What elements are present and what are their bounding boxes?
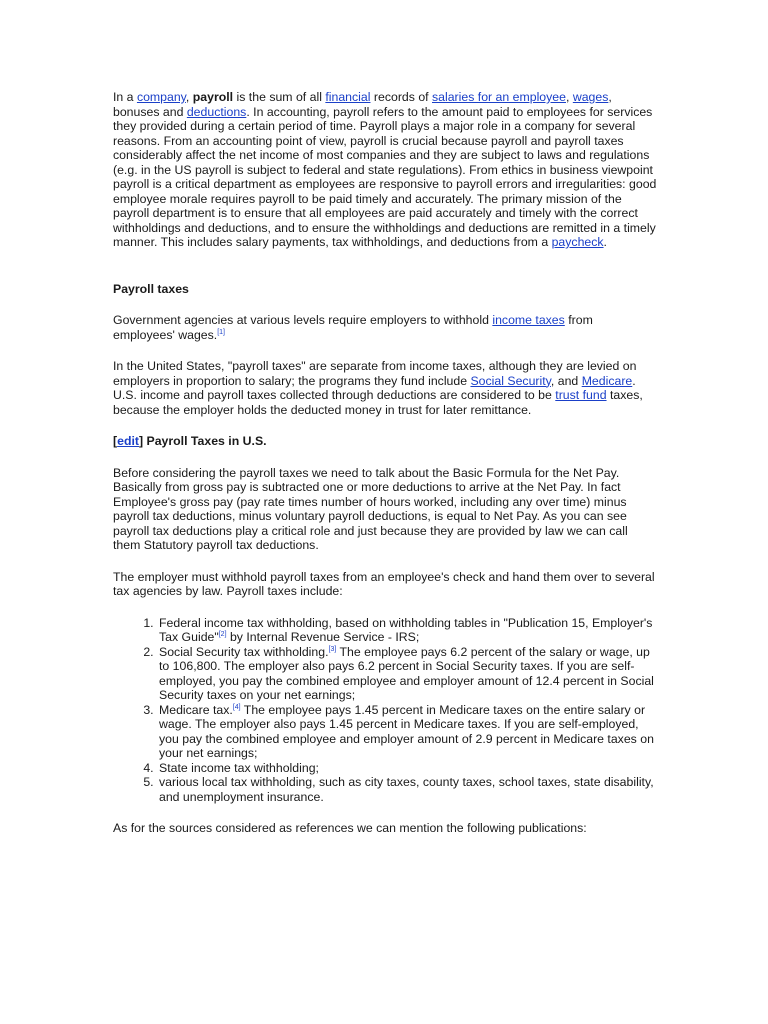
footnote-link[interactable]: [1] <box>217 328 225 336</box>
text-span: Social Security tax withholding. <box>159 644 329 659</box>
bold-payroll: payroll <box>192 90 234 104</box>
document-page <box>113 90 658 853</box>
text-span: taxes, because the employer holds the deducted money in trust for later remittance. <box>113 388 643 417</box>
text-span: The employee pays 6.2 percent of the salary or wage, up to 106,800. The employer also pays 6.2 percent in Social Security taxes. If you are self-employed, you pay the combined employee and employer amount of 12.4 percent in Social Security taxes on your net earnings; <box>159 644 654 702</box>
text-span: , bonuses and <box>113 90 612 119</box>
payroll-taxes-list <box>113 616 658 805</box>
footnote-link[interactable]: [2] <box>218 631 227 638</box>
link-income-taxes[interactable]: income taxes <box>492 313 565 327</box>
text-span: . In accounting, payroll refers to the amount paid to employees for services they provided during a certain period of time. Payroll plays a major role in a company for several reasons. From an accounting point of view, payroll is crucial because payroll and payroll taxes considerably affect the net income of most companies and they are subject to laws and regulations (e.g. in the US payroll is subject to federal and state regulations). From ethics in business viewpoint payroll is a critical department as employees are responsive to payroll errors and irregularities: good employee morale requires payroll to be paid timely and accurately. The primary mission of the payroll department is to ensure that all employees are paid accurately and timely with the correct withholdings and deductions, and to ensure the withholdings and deductions are remitted in a timely manner. This includes salary payments, tax withholdings, and deductions from a <box>113 104 657 249</box>
link-company[interactable]: company <box>136 90 186 104</box>
payroll-taxes-heading: Payroll taxes <box>113 281 189 296</box>
text-span: , <box>565 90 573 104</box>
text-span: State income tax withholding; <box>159 760 319 775</box>
text-span: records of <box>370 90 432 104</box>
link-wages[interactable]: wages <box>572 90 609 104</box>
text-span: is the sum of all <box>233 90 326 104</box>
list-item <box>157 775 658 804</box>
text-span: The employee pays 1.45 percent in Medicare taxes on the entire salary or wage. The employer also pays 1.45 percent in Medicare taxes. If you are self-employed, you pay the combined employee and employer amount of 2.9 percent in Medicare taxes on your net earnings; <box>159 702 654 760</box>
link-financial[interactable]: financial <box>325 90 371 104</box>
footnote-link[interactable]: [4] <box>232 703 241 711</box>
section-title: Payroll Taxes in U.S. <box>143 434 267 448</box>
text-span: Government agencies at various levels require employers to withhold <box>113 313 493 327</box>
list-item <box>157 703 658 761</box>
us-paragraph-3: As for the sources considered as references we can mention the following publications: <box>113 821 587 835</box>
list-item <box>157 645 658 703</box>
link-deductions[interactable]: deductions <box>186 104 247 119</box>
text-span: , <box>185 90 193 104</box>
text-span: various local tax withholding, such as city taxes, county taxes, school taxes, state disability, and unemployment insurance. <box>159 775 654 804</box>
edit-link[interactable]: edit <box>117 434 139 448</box>
intro-paragraph <box>113 90 658 250</box>
text-span: . U.S. income and payroll taxes collected through deductions are considered to be <box>113 373 636 402</box>
footnote-ref-4[interactable] <box>233 704 241 711</box>
footnote-link[interactable]: [3] <box>328 645 337 653</box>
text-span: In a <box>113 90 137 104</box>
payroll-taxes-paragraph-2 <box>113 359 658 417</box>
text-span: from employees' wages. <box>113 313 593 342</box>
text-span: Medicare tax. <box>159 702 233 717</box>
us-paragraph-1: Before considering the payroll taxes we need to talk about the Basic Formula for the Net Pay. Basically from gross pay is subtracted one or more deductions to arrive at the Net Pay. In fact Employee's gross pay (pay rate times number of hours worked, including any over time) minus payroll tax deductions, minus voluntary payroll deductions, is equal to Net Pay. As you can see payroll tax deductions play a critical role and just because they are provided by law we can call them Statutory payroll tax deductions. <box>113 465 628 552</box>
list-item <box>157 761 658 776</box>
footnote-ref-2[interactable] <box>219 631 227 638</box>
text-span: In the United States, "payroll taxes" are separate from income taxes, although they are levied on employers in proportion to salary; the programs they fund include <box>113 359 637 388</box>
link-medicare[interactable]: Medicare <box>581 373 633 388</box>
bracket-open: [ <box>113 434 118 448</box>
link-social-security[interactable]: Social Security <box>470 373 551 388</box>
text-span: by Internal Revenue Service - IRS; <box>226 630 420 644</box>
link-salaries[interactable]: salaries for an employee <box>432 90 566 104</box>
text-span: Federal income tax withholding, based on withholding tables in "Publication 15, Employer's Tax Guide" <box>159 615 653 644</box>
link-paycheck[interactable]: paycheck <box>551 235 604 249</box>
list-item <box>157 616 658 645</box>
us-payroll-taxes-heading <box>113 434 658 449</box>
text-span: , and <box>550 373 582 388</box>
us-paragraph-2: The employer must withhold payroll taxes from an employee's check and hand them over to several tax agencies by law. Payroll taxes include: <box>113 569 655 598</box>
text-span: . <box>603 235 607 249</box>
link-trust-fund[interactable]: trust fund <box>555 388 607 402</box>
footnote-ref-1[interactable] <box>217 329 225 336</box>
payroll-taxes-paragraph-1 <box>113 313 658 342</box>
bracket-close: ] <box>138 434 144 448</box>
